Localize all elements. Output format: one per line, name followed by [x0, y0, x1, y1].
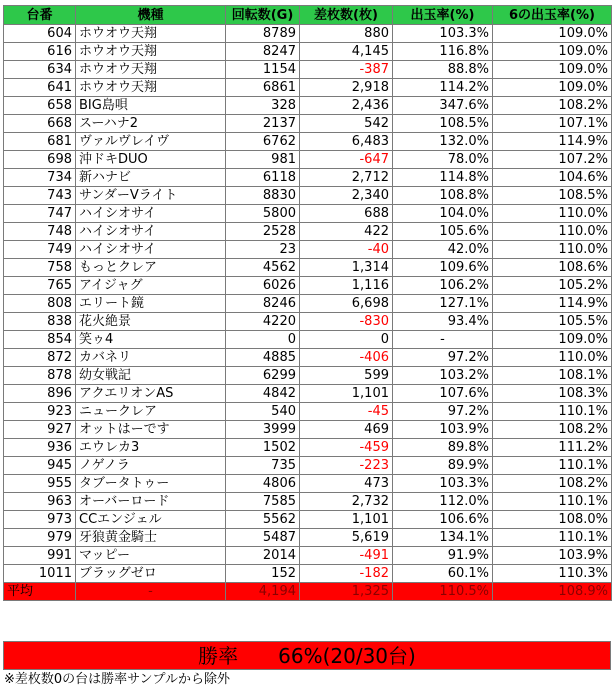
cell-machine-number: 634 — [4, 61, 76, 79]
table-row — [4, 367, 612, 385]
cell-model: スーハナ2 — [76, 115, 226, 133]
cell-payout-rate: 103.3% — [393, 25, 493, 43]
cell-payout-rate: 97.2% — [393, 403, 493, 421]
average-row — [4, 583, 612, 601]
cell-machine-number: 734 — [4, 169, 76, 187]
cell-setting6-rate: 108.1% — [493, 367, 612, 385]
cell-setting6-rate: 105.2% — [493, 277, 612, 295]
cell-difference: 6,483 — [300, 133, 393, 151]
cell-setting6-rate: 108.5% — [493, 187, 612, 205]
table-row — [4, 43, 612, 61]
cell-payout-rate: 132.0% — [393, 133, 493, 151]
cell-model: 花火絶景 — [76, 313, 226, 331]
cell-games: 4885 — [226, 349, 300, 367]
cell-setting6-rate: 109.0% — [493, 79, 612, 97]
table-row — [4, 421, 612, 439]
cell-games: 6118 — [226, 169, 300, 187]
cell-games: 4842 — [226, 385, 300, 403]
cell-games: 2528 — [226, 223, 300, 241]
cell-payout-rate: 103.3% — [393, 475, 493, 493]
cell-payout-rate: 347.6% — [393, 97, 493, 115]
cell-machine-number: 747 — [4, 205, 76, 223]
cell-payout-rate: 127.1% — [393, 295, 493, 313]
cell-machine-number: 749 — [4, 241, 76, 259]
cell-setting6-rate: 108.2% — [493, 475, 612, 493]
cell-payout-rate: 93.4% — [393, 313, 493, 331]
table-row — [4, 295, 612, 313]
cell-games: 6861 — [226, 79, 300, 97]
cell-model: もっとクレア — [76, 259, 226, 277]
table-row — [4, 205, 612, 223]
cell-machine-number: 743 — [4, 187, 76, 205]
cell-payout-rate: - — [393, 331, 493, 349]
cell-model: ニュークレア — [76, 403, 226, 421]
cell-model: ホウオウ天翔 — [76, 43, 226, 61]
cell-setting6-rate: 109.0% — [493, 25, 612, 43]
cell-payout-rate: 103.2% — [393, 367, 493, 385]
cell-model: BIG島唄 — [76, 97, 226, 115]
cell-model: エリート鏡 — [76, 295, 226, 313]
cell-difference: 880 — [300, 25, 393, 43]
cell-difference: 2,732 — [300, 493, 393, 511]
cell-machine-number: 748 — [4, 223, 76, 241]
table-row — [4, 259, 612, 277]
cell-model: 幼女戦記 — [76, 367, 226, 385]
header-row — [4, 6, 612, 25]
cell-setting6-rate: 110.1% — [493, 457, 612, 475]
cell-machine-number: 878 — [4, 367, 76, 385]
cell-difference: -387 — [300, 61, 393, 79]
cell-machine-number: 641 — [4, 79, 76, 97]
cell-machine-number: 658 — [4, 97, 76, 115]
cell-setting6-rate: 110.0% — [493, 205, 612, 223]
cell-model: 笑ゥ4 — [76, 331, 226, 349]
cell-difference: 0 — [300, 331, 393, 349]
cell-setting6-rate: 110.3% — [493, 565, 612, 583]
cell-difference: -647 — [300, 151, 393, 169]
cell-payout-rate: 105.6% — [393, 223, 493, 241]
cell-machine-number: 1011 — [4, 565, 76, 583]
cell-machine-number: 963 — [4, 493, 76, 511]
cell-payout-rate: 106.6% — [393, 511, 493, 529]
cell-model: CCエンジェル — [76, 511, 226, 529]
table-row — [4, 241, 612, 259]
table-row — [4, 169, 612, 187]
cell-setting6-rate: 108.2% — [493, 97, 612, 115]
cell-games: 6299 — [226, 367, 300, 385]
cell-difference: -40 — [300, 241, 393, 259]
cell-payout-rate: 103.9% — [393, 421, 493, 439]
cell-games: 5487 — [226, 529, 300, 547]
cell-setting6-rate: 109.0% — [493, 61, 612, 79]
cell-payout-rate: 88.8% — [393, 61, 493, 79]
cell-games: 5562 — [226, 511, 300, 529]
cell-payout-rate: 134.1% — [393, 529, 493, 547]
cell-setting6-rate: 108.2% — [493, 421, 612, 439]
cell-games: 2014 — [226, 547, 300, 565]
cell-setting6-rate: 114.9% — [493, 133, 612, 151]
cell-model: カバネリ — [76, 349, 226, 367]
cell-games: 0 — [226, 331, 300, 349]
cell-model: ホウオウ天翔 — [76, 61, 226, 79]
header-payout-rate: 出玉率(%) — [393, 6, 493, 25]
table-row — [4, 475, 612, 493]
cell-machine-number: 872 — [4, 349, 76, 367]
average-payout-rate: 110.5% — [393, 583, 493, 601]
average-games: 4,194 — [226, 583, 300, 601]
table-row — [4, 493, 612, 511]
cell-machine-number: 927 — [4, 421, 76, 439]
header-games: 回転数(G) — [226, 6, 300, 25]
cell-model: エウレカ3 — [76, 439, 226, 457]
average-setting6-rate: 108.9% — [493, 583, 612, 601]
cell-machine-number: 854 — [4, 331, 76, 349]
header-model: 機種 — [76, 6, 226, 25]
cell-difference: 469 — [300, 421, 393, 439]
cell-setting6-rate: 107.1% — [493, 115, 612, 133]
cell-setting6-rate: 107.2% — [493, 151, 612, 169]
footnote: ※差枚数0の台は勝率サンプルから除外 — [4, 672, 230, 687]
cell-setting6-rate: 111.2% — [493, 439, 612, 457]
cell-games: 981 — [226, 151, 300, 169]
cell-difference: 542 — [300, 115, 393, 133]
cell-games: 2137 — [226, 115, 300, 133]
cell-difference: 5,619 — [300, 529, 393, 547]
cell-machine-number: 808 — [4, 295, 76, 313]
cell-difference: -830 — [300, 313, 393, 331]
cell-difference: 1,101 — [300, 385, 393, 403]
cell-setting6-rate: 110.1% — [493, 493, 612, 511]
table-row — [4, 565, 612, 583]
cell-payout-rate: 91.9% — [393, 547, 493, 565]
cell-games: 3999 — [226, 421, 300, 439]
cell-difference: 6,698 — [300, 295, 393, 313]
cell-difference: 2,712 — [300, 169, 393, 187]
results-table — [3, 5, 612, 601]
cell-model: 沖ドキDUO — [76, 151, 226, 169]
cell-games: 4806 — [226, 475, 300, 493]
cell-machine-number: 668 — [4, 115, 76, 133]
cell-difference: -223 — [300, 457, 393, 475]
cell-machine-number: 604 — [4, 25, 76, 43]
cell-model: 牙狼黄金騎士 — [76, 529, 226, 547]
cell-model: タブータトゥー — [76, 475, 226, 493]
cell-machine-number: 681 — [4, 133, 76, 151]
cell-difference: 1,101 — [300, 511, 393, 529]
cell-setting6-rate: 110.1% — [493, 403, 612, 421]
cell-games: 1154 — [226, 61, 300, 79]
cell-difference: 2,918 — [300, 79, 393, 97]
table-row — [4, 313, 612, 331]
cell-games: 540 — [226, 403, 300, 421]
table-row — [4, 331, 612, 349]
cell-payout-rate: 89.9% — [393, 457, 493, 475]
cell-games: 1502 — [226, 439, 300, 457]
cell-payout-rate: 116.8% — [393, 43, 493, 61]
table-row — [4, 439, 612, 457]
cell-games: 328 — [226, 97, 300, 115]
cell-model: ブラッグゼロ — [76, 565, 226, 583]
cell-setting6-rate: 105.5% — [493, 313, 612, 331]
cell-games: 4220 — [226, 313, 300, 331]
table-row — [4, 79, 612, 97]
table-row — [4, 133, 612, 151]
cell-difference: -459 — [300, 439, 393, 457]
cell-model: オットはーです — [76, 421, 226, 439]
table-row — [4, 277, 612, 295]
cell-payout-rate: 104.0% — [393, 205, 493, 223]
header-machine-number: 台番 — [4, 6, 76, 25]
table-row — [4, 385, 612, 403]
table-row — [4, 349, 612, 367]
cell-difference: 2,436 — [300, 97, 393, 115]
cell-setting6-rate: 110.0% — [493, 223, 612, 241]
table-row — [4, 403, 612, 421]
header-setting6-rate: 6の出玉率(%) — [493, 6, 612, 25]
cell-games: 8247 — [226, 43, 300, 61]
cell-machine-number: 758 — [4, 259, 76, 277]
cell-games: 8789 — [226, 25, 300, 43]
cell-payout-rate: 97.2% — [393, 349, 493, 367]
cell-payout-rate: 42.0% — [393, 241, 493, 259]
cell-model: サンダーVライト — [76, 187, 226, 205]
cell-machine-number: 838 — [4, 313, 76, 331]
table-row — [4, 25, 612, 43]
cell-setting6-rate: 108.6% — [493, 259, 612, 277]
cell-payout-rate: 114.2% — [393, 79, 493, 97]
cell-setting6-rate: 104.6% — [493, 169, 612, 187]
cell-machine-number: 616 — [4, 43, 76, 61]
cell-model: ハイシオサイ — [76, 241, 226, 259]
cell-setting6-rate: 110.0% — [493, 241, 612, 259]
cell-payout-rate: 108.5% — [393, 115, 493, 133]
table-row — [4, 61, 612, 79]
cell-games: 6026 — [226, 277, 300, 295]
cell-setting6-rate: 103.9% — [493, 547, 612, 565]
cell-payout-rate: 114.8% — [393, 169, 493, 187]
table-row — [4, 223, 612, 241]
cell-machine-number: 945 — [4, 457, 76, 475]
average-difference: 1,325 — [300, 583, 393, 601]
cell-payout-rate: 78.0% — [393, 151, 493, 169]
table-row — [4, 511, 612, 529]
cell-difference: -406 — [300, 349, 393, 367]
cell-games: 6762 — [226, 133, 300, 151]
cell-setting6-rate: 109.0% — [493, 43, 612, 61]
cell-payout-rate: 60.1% — [393, 565, 493, 583]
cell-games: 23 — [226, 241, 300, 259]
cell-machine-number: 973 — [4, 511, 76, 529]
cell-difference: 688 — [300, 205, 393, 223]
average-label: 平均 — [4, 583, 76, 601]
cell-setting6-rate: 108.3% — [493, 385, 612, 403]
cell-model: ホウオウ天翔 — [76, 79, 226, 97]
header-difference: 差枚数(枚) — [300, 6, 393, 25]
cell-machine-number: 991 — [4, 547, 76, 565]
cell-payout-rate: 108.8% — [393, 187, 493, 205]
cell-games: 7585 — [226, 493, 300, 511]
cell-games: 8830 — [226, 187, 300, 205]
cell-model: アイジャグ — [76, 277, 226, 295]
cell-model: オーバーロード — [76, 493, 226, 511]
cell-games: 152 — [226, 565, 300, 583]
cell-model: アクエリオンAS — [76, 385, 226, 403]
cell-games: 5800 — [226, 205, 300, 223]
table-row — [4, 547, 612, 565]
cell-difference: -45 — [300, 403, 393, 421]
cell-games: 8246 — [226, 295, 300, 313]
cell-machine-number: 979 — [4, 529, 76, 547]
cell-machine-number: 698 — [4, 151, 76, 169]
cell-model: 新ハナビ — [76, 169, 226, 187]
cell-difference: -491 — [300, 547, 393, 565]
table-row — [4, 115, 612, 133]
cell-difference: 2,340 — [300, 187, 393, 205]
average-model: - — [76, 583, 226, 601]
cell-payout-rate: 89.8% — [393, 439, 493, 457]
cell-payout-rate: 109.6% — [393, 259, 493, 277]
cell-difference: 473 — [300, 475, 393, 493]
cell-setting6-rate: 109.0% — [493, 331, 612, 349]
cell-model: マッピー — [76, 547, 226, 565]
cell-difference: 422 — [300, 223, 393, 241]
cell-machine-number: 923 — [4, 403, 76, 421]
cell-games: 4562 — [226, 259, 300, 277]
cell-payout-rate: 107.6% — [393, 385, 493, 403]
cell-model: ハイシオサイ — [76, 205, 226, 223]
cell-setting6-rate: 114.9% — [493, 295, 612, 313]
table-row — [4, 529, 612, 547]
cell-machine-number: 936 — [4, 439, 76, 457]
cell-games: 735 — [226, 457, 300, 475]
win-rate-banner: 勝率 66%(20/30台) — [3, 641, 611, 670]
cell-difference: 4,145 — [300, 43, 393, 61]
data-sheet — [3, 5, 612, 601]
table-row — [4, 97, 612, 115]
cell-model: ヴァルヴレイヴ — [76, 133, 226, 151]
cell-setting6-rate: 110.0% — [493, 349, 612, 367]
cell-difference: 1,314 — [300, 259, 393, 277]
cell-machine-number: 765 — [4, 277, 76, 295]
cell-model: ハイシオサイ — [76, 223, 226, 241]
cell-difference: 1,116 — [300, 277, 393, 295]
cell-difference: -182 — [300, 565, 393, 583]
cell-model: ホウオウ天翔 — [76, 25, 226, 43]
cell-payout-rate: 112.0% — [393, 493, 493, 511]
table-row — [4, 187, 612, 205]
cell-model: ノゲノラ — [76, 457, 226, 475]
cell-setting6-rate: 108.0% — [493, 511, 612, 529]
cell-difference: 599 — [300, 367, 393, 385]
cell-machine-number: 955 — [4, 475, 76, 493]
cell-machine-number: 896 — [4, 385, 76, 403]
table-row — [4, 151, 612, 169]
table-row — [4, 457, 612, 475]
cell-payout-rate: 106.2% — [393, 277, 493, 295]
cell-setting6-rate: 110.1% — [493, 529, 612, 547]
